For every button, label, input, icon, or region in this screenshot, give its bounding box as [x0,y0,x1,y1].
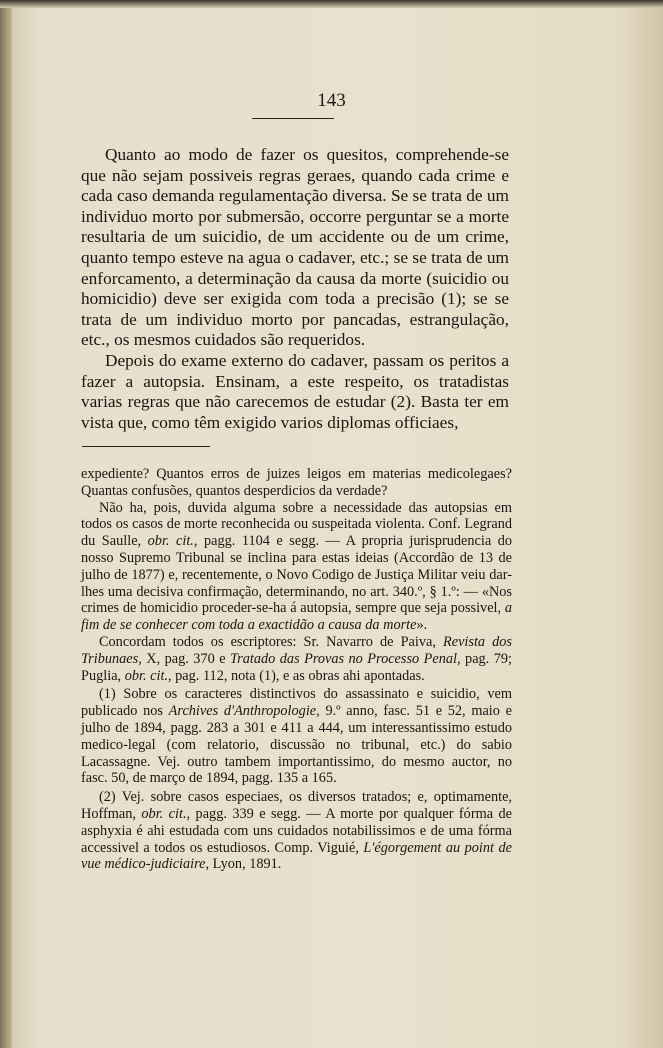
footnote-quotation: a fim de se conhecer com toda a exactidão a causa da morte [81,600,512,634]
footnote-2 [81,789,512,873]
page-binding-shadow [0,0,12,1048]
footnote-citation: L'égorgement au point de vue médico-judiciaire [81,839,512,873]
footnote-text: (1) Sobre os caracteres distinctivos do assassinato e suicidio, vem publicado nos [81,686,512,720]
page-number: 143 [317,90,346,111]
footnote-text: , 9.º anno, fasc. 51 e 52, maio e julho de 1894, pagg. 283 a 301 e 411 a 444, um interessantissimo estudo medico-legal (com relatorio, discussão no tribunal, etc.) do sabio Lacassagne. Vej. outro tambem importantissimo, do mesmo auctor, no fasc. 50, de março de 1894, pagg. 135 a 165. [81,703,512,787]
footnote-citation: Tratado das Provas no Processo Penal [230,650,457,667]
footnote-text: ». [416,617,428,634]
footnote-paragraph-escriptores [81,634,512,684]
footnote-paragraph-autopsia [81,500,512,634]
footnote-citation: Revista dos Tribunaes [81,633,512,667]
footnote-text: , pagg. 339 e segg. — A morte por qualquer fórma de asphyxia é ahi estudada com uns cuidados notabilissimos e de uma fórma accessivel a todos os estudiosos. Comp. Viguié, [81,805,512,856]
main-text [81,145,509,433]
footnote-citation: obr. cit. [124,667,168,684]
page-top-edge [0,0,663,8]
footnote-text: , pagg. 1104 e segg. — A propria jurisprudencia do nosso Supremo Tribunal se inclina para estas ideias (Accordão de 13 de julho de 1877) e, recentemente, o Novo Codigo de Justiça Militar veiu dar-lhes uma decisiva confirmação, determinando, no art. 340.º, § 1.º: — «Nos crimes de homicidio proceder-se-ha á autopsia, sempre que seja possivel, [81,533,512,617]
footnote-text: , X, pag. 370 e [138,650,226,667]
footnote-citation: Archives d'Anthropologie [168,703,317,720]
footnote-text: (2) Vej. sobre casos especiaes, os diversos tratados; e, optimamente, Hoffman, [81,789,512,822]
footnote-separator [82,446,210,447]
footnote-continuation: expediente? Quantos erros de juizes leigos em materias medicolegaes? Quantas confusões, quantos desperdicios da verdade? [81,466,512,499]
footnotes [81,466,512,873]
main-paragraph-1: Quanto ao modo de fazer os quesitos, comprehende-se que não sejam possiveis regras geraes, quando cada crime e cada caso demanda regulamentação diversa. Se se trata de um individuo morto por submersão, occorre perguntar se a morte resultaria de um suicidio, de um accidente ou de um crime, quanto tempo esteve na agua o cadaver, etc.; se se trata de um enforcamento, a determinação da causa da morte (suicidio ou homicidio) deve ser exigida com toda a precisão (1); se se trata de um individuo morto por pancadas, estrangulação, etc., os mesmos cuidados são requeridos. [81,145,509,350]
footnote-citation: obr. cit. [147,533,194,550]
main-paragraph-2: Depois do exame externo do cadaver, passam os peritos a fazer a autopsia. Ensinam, a este respeito, os tratadistas varias regras que não carecemos de estudar (2). Basta ter em vista que, como têm exigido varios diplomas officiaes, [81,350,509,432]
footnote-text: , Lyon, 1891. [205,856,282,873]
page-number-rule [252,118,334,119]
footnote-text: , pag. 112, nota (1), e as obras ahi apontadas. [168,667,425,684]
footnote-text: Concordam todos os escriptores: Sr. Navarro de Paiva, [99,633,436,650]
footnote-text: , pag. 79; Puglia, [81,650,512,684]
footnote-text: Não ha, pois, duvida alguma sobre a necessidade das autopsias em todos os casos de morte reconhecida ou suspeitada violenta. Conf. Legrand du Saulle, [81,499,512,550]
footnote-citation: obr. cit. [141,805,187,822]
footnote-1 [81,686,512,787]
